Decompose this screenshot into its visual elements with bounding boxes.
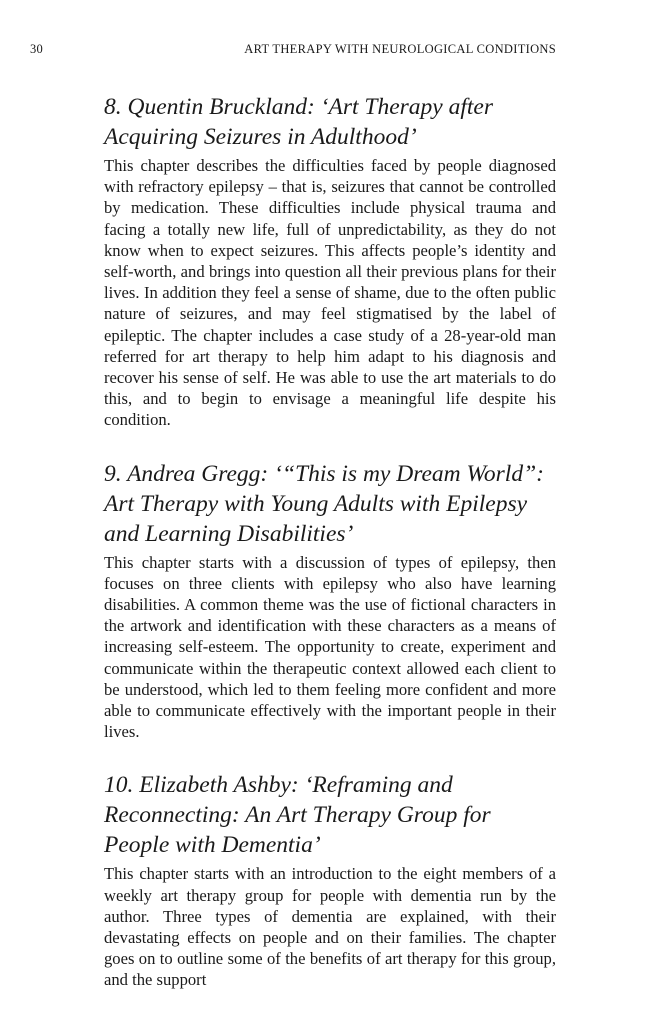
section-body: This chapter starts with a discussion of types of epilepsy, then focuses on three clients with epilepsy who also have learning disabilities. A common theme was the use of fictional characters in the artwork and identification with these characters as a means of increasing self-esteem. The opportunity to create, experiment and communicate within the therapeutic context allowed each client to be understood, which led to them feeling more confident and more able to communicate effectively with the important people in their lives. bbox=[104, 552, 556, 742]
section-body: This chapter describes the difficulties faced by people diagnosed with refractory epilepsy – that is, seizures that cannot be controlled by medication. These difficulties include physical trauma and facing a totally new life, full of unpredictability, as they do not know when to expect seizures. This affects people’s identity and self-worth, and brings into question all their previous plans for their lives. In addition they feel a sense of shame, due to the often public nature of seizures, and may feel stigmatised by the label of epileptic. The chapter includes a case study of a 28-year-old man referred for art therapy to help him adapt to his diagnosis and recover his sense of self. He was able to use the art materials to do this, and to begin to envisage a meaningful life despite his condition. bbox=[104, 156, 556, 430]
section-body: This chapter starts with an introduction to the eight members of a weekly art therapy group for people with dementia run by the author. Three types of dementia are explained, with their devastating effects on people and on their families. The chapter goes on to outline some of the benefits of art therapy for this group, and the support bbox=[104, 864, 556, 990]
section-heading: 8. Quentin Bruckland: ‘Art Therapy after Acquiring Seizures in Adulthood’ bbox=[104, 94, 493, 150]
running-head bbox=[30, 42, 556, 60]
section-heading: 10. Elizabeth Ashby: ‘Reframing and Reconnecting: An Art Therapy Group for People with Dementia’ bbox=[104, 772, 491, 859]
page-number: 30 bbox=[30, 42, 44, 56]
chapter-summary-8 bbox=[104, 92, 556, 431]
chapter-summary-9 bbox=[104, 459, 556, 743]
running-head-title: ART THERAPY WITH NEUROLOGICAL CONDITIONS bbox=[244, 42, 556, 56]
chapter-summary-10 bbox=[104, 770, 556, 990]
section-heading: 9. Andrea Gregg: ‘“This is my Dream World”: Art Therapy with Young Adults with Epilepsy and Learning Disabilities’ bbox=[104, 460, 544, 547]
page-content bbox=[104, 92, 556, 1019]
